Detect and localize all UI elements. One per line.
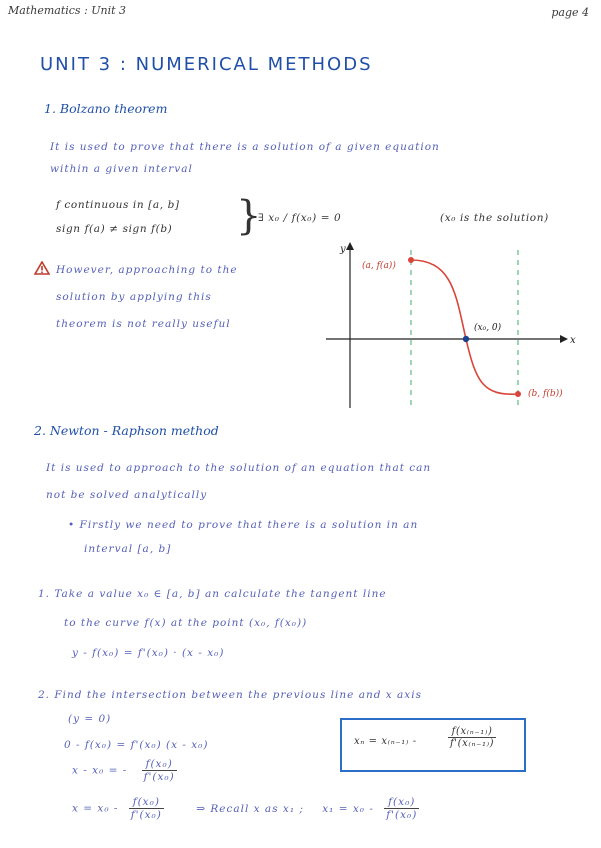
x-axis-arrow-icon [560,335,568,343]
step2-eq3-fraction2 [384,796,419,821]
step2-eq3-fraction [129,796,164,821]
step2-equation3 [72,796,419,821]
step1-line1: 1. Take a value x₀ ∈ [a, b] an calculate the tangent line [38,588,387,600]
header-page-number: page 4 [551,6,589,19]
function-curve [411,260,518,394]
box-denominator: f'(x₍ₙ₋₁₎) [450,738,495,749]
warning-line2: solution by applying this [56,291,212,303]
newton-intro-line1: It is used to approach to the solution of an equation that can [46,462,432,474]
bolzano-graph [318,236,588,412]
step2-equation2 [72,758,177,783]
step2-eq3-right: x₁ = x₀ - [322,802,374,815]
point-b-marker [515,391,521,397]
brace-icon: } [236,193,262,239]
step2-eq3-numerator: f(x₀) [129,796,164,809]
box-fraction [448,726,496,749]
step2-eq3-left: x = x₀ - [72,802,119,815]
root-marker [463,336,469,342]
step2-eq3-denominator: f'(x₀) [130,809,162,821]
graph-point-b-label: (b, f(b)) [528,389,563,399]
step2-eq2-fraction [142,758,177,783]
step2-equation1: 0 - f(x₀) = f'(x₀) (x - x₀) [64,739,209,751]
warning-line3: theorem is not really useful [56,318,231,330]
step2-line1: 2. Find the intersection between the previous line and x axis [38,689,422,701]
y-axis-arrow-icon [346,242,354,250]
graph-point-a-label: (a, f(a)) [362,261,396,271]
newton-bullet-line2: interval [a, b] [84,543,172,555]
step2-eq3-denominator2: f'(x₀) [386,809,418,821]
warning-triangle-icon [34,260,50,279]
point-a-marker [408,257,414,263]
bolzano-conclusion: ∃ x₀ / f(x₀) = 0 [258,212,342,224]
warning-line1: However, approaching to the [56,264,238,276]
step1-line2: to the curve f(x) at the point (x₀, f(x₀)) [64,617,308,629]
page-title: UNIT 3 : NUMERICAL METHODS [40,54,373,75]
bolzano-note: (x₀ is the solution) [440,212,549,224]
box-formula-left: xₙ = x₍ₙ₋₁₎ - [354,736,417,747]
graph-x-label: x [570,335,576,346]
box-numerator: f(x₍ₙ₋₁₎) [448,726,496,738]
graph-y-label: y [340,244,346,255]
bolzano-intro-line1: It is used to prove that there is a solution of a given equation [50,141,440,153]
section-heading-bolzano: 1. Bolzano theorem [44,101,168,116]
section-heading-newton: 2. Newton - Raphson method [34,423,219,438]
newton-bullet-line1: • Firstly we need to prove that there is a solution in an [68,519,419,531]
newton-formula-box [340,718,526,772]
step2-eq2-left: x - x₀ = - [72,764,128,777]
step2-line2: (y = 0) [68,713,112,725]
step2-eq2-numerator: f(x₀) [142,758,177,771]
bolzano-condition-continuous: f continuous in [a, b] [56,199,180,211]
header-subject: Mathematics : Unit 3 [8,4,127,17]
box-formula-fraction [448,726,496,749]
bolzano-condition-sign: sign f(a) ≠ sign f(b) [56,223,173,235]
graph-root-label: (x₀, 0) [474,323,502,333]
step2-eq3-recall: ⇒ Recall x as x₁ ; [196,802,304,815]
newton-intro-line2: not be solved analytically [46,489,208,501]
step2-eq2-denominator: f'(x₀) [143,771,175,783]
bolzano-intro-line2: within a given interval [50,163,193,175]
step1-equation: y - f(x₀) = f'(x₀) · (x - x₀) [72,647,225,659]
step2-eq3-numerator2: f(x₀) [384,796,419,809]
